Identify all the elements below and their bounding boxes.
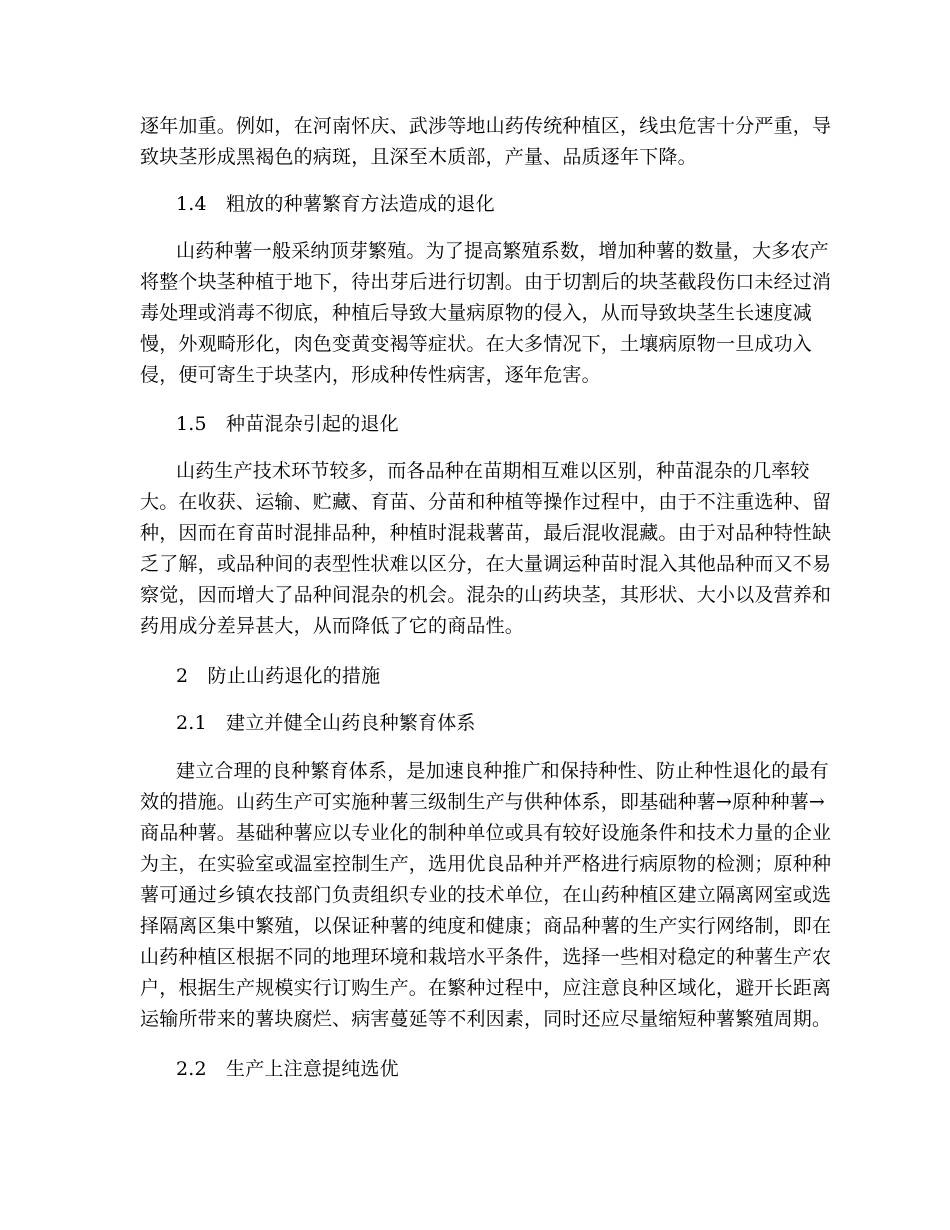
section-heading-2-2: 2.2 生产上注意提纯选优: [176, 1058, 399, 1080]
paragraph-line: 将整个块茎种植于地下，待出芽后进行切割。由于切割后的块茎截段伤口未经过消: [140, 271, 832, 293]
paragraph-line: 运输所带来的薯块腐烂、病害蔓延等不利因素，同时还应尽量缩短种薯繁殖周期。: [140, 1008, 832, 1030]
paragraph-line: 察觉，因而增大了品种间混杂的机会。混杂的山药块茎，其形状、大小以及营养和: [140, 584, 832, 606]
paragraph-line: 择隔离区集中繁殖，以保证种薯的纯度和健康；商品种薯的生产实行网络制，即在: [140, 915, 832, 937]
paragraph-line: 乏了解，或品种间的表型性状难以区分，在大量调运种苗时混入其他品种而又不易: [140, 553, 832, 575]
paragraph-line: 山药生产技术环节较多，而各品种在苗期相互难以区别，种苗混杂的几率较: [176, 460, 810, 482]
paragraph-line: 山药种植区根据不同的地理环境和栽培水平条件，选择一些相对稳定的种薯生产农: [140, 946, 832, 968]
paragraph-line: 种，因而在育苗时混排品种，种植时混栽薯苗，最后混收混藏。由于对品种特性缺: [140, 522, 832, 544]
paragraph-line: 药用成分差异甚大，从而降低了它的商品性。: [140, 615, 525, 637]
paragraph-line: 户，根据生产规模实行订购生产。在繁种过程中，应注意良种区域化，避开长距离: [140, 977, 832, 999]
paragraph-line: 效的措施。山药生产可实施种薯三级制生产与供种体系，即基础种薯→原种种薯→: [140, 791, 826, 813]
paragraph-line: 建立合理的良种繁育体系，是加速良种推广和保持种性、防止种性退化的最有: [176, 760, 829, 782]
paragraph-line: 为主，在实验室或温室控制生产，选用优良品种并严格进行病原物的检测；原种种: [140, 853, 832, 875]
paragraph-line: 逐年加重。例如，在河南怀庆、武涉等地山药传统种植区，线虫危害十分严重，导: [140, 115, 832, 137]
paragraph-line: 山药种薯一般采纳顶芽繁殖。为了提高繁殖系数，增加种薯的数量，大多农产: [176, 240, 829, 262]
paragraph-line: 致块茎形成黑褐色的病斑，且深至木质部，产量、品质逐年下降。: [140, 146, 697, 168]
section-heading-1-4: 1.4 粗放的种薯繁育方法造成的退化: [176, 193, 495, 215]
paragraph-line: 商品种薯。基础种薯应以专业化的制种单位或具有较好设施条件和技术力量的企业: [140, 822, 832, 844]
paragraph-line: 侵，便可寄生于块茎内，形成种传性病害，逐年危害。: [140, 364, 601, 386]
paragraph-line: 慢，外观畸形化，肉色变黄变褐等症状。在大多情况下，土壤病原物一旦成功入: [140, 333, 813, 355]
paragraph-line: 毒处理或消毒不彻底，种植后导致大量病原物的侵入，从而导致块茎生长速度减: [140, 302, 813, 324]
section-heading-2: 2 防止山药退化的措施: [176, 665, 381, 687]
paragraph-line: 薯可通过乡镇农技部门负责组织专业的技术单位，在山药种植区建立隔离网室或选: [140, 884, 832, 906]
section-heading-1-5: 1.5 种苗混杂引起的退化: [176, 413, 399, 435]
paragraph-line: 大。在收获、运输、贮藏、育苗、分苗和种植等操作过程中，由于不注重选种、留: [140, 491, 832, 513]
section-heading-2-1: 2.1 建立并健全山药良种繁育体系: [176, 712, 476, 734]
